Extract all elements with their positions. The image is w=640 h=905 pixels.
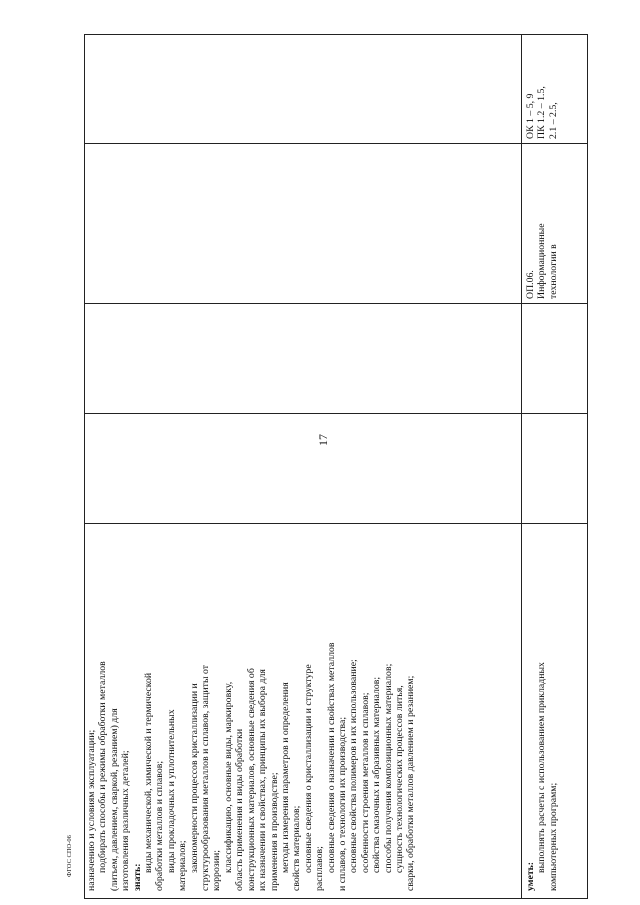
table-border-top	[84, 34, 85, 899]
discipline-code: ОП.06.	[525, 270, 536, 299]
content-cell-skills	[525, 527, 559, 891]
content-line: способы получения композиционных материалов;	[382, 663, 394, 873]
content-line: материалов;	[177, 840, 189, 891]
table-border-right	[84, 34, 588, 35]
column-divider-1	[84, 523, 588, 524]
content-line: (литьем, давлением, сваркой, резанием) для	[108, 708, 120, 891]
content-line: основные свойства полимеров и их использование;	[348, 659, 360, 873]
content-line: компьютерных программ;	[547, 782, 559, 891]
content-line: сварки, обработки металлов давлением и резанием;	[405, 675, 417, 891]
discipline-name-line: Информационные	[536, 223, 548, 299]
discipline-code-cell	[525, 149, 559, 299]
content-line: сущность технологических процессов литья,	[393, 685, 405, 873]
table-border-bottom	[587, 34, 588, 899]
content-line: свойств материалов;	[291, 805, 303, 891]
content-line: классификацию, основные виды, маркировку,	[222, 681, 234, 873]
content-line: и сплавов, о технологии их производства;	[336, 716, 348, 891]
content-line: виды механической, химической и термической	[143, 672, 155, 873]
content-line: назначению и условиям эксплуатации;	[86, 729, 97, 891]
row-divider	[521, 34, 522, 899]
competency-line: ОК 1 – 5, 9	[525, 93, 536, 139]
content-line: структурообразования металлов и сплавов, защиты от	[200, 664, 212, 891]
content-line: обработки металлов и сплавов;	[154, 760, 166, 891]
content-line: особенности строения металлов и сплавов;	[359, 692, 371, 873]
competencies-cell	[525, 39, 559, 139]
section-heading-know: знать:	[131, 863, 143, 891]
rotated-table	[84, 34, 588, 899]
content-line: подбирать способы и режимы обработки металлов	[97, 661, 109, 873]
footer-code: ФГОС СПО-06	[66, 835, 73, 877]
page-number: 17	[316, 434, 330, 446]
content-line: виды прокладочных и уплотнительных	[165, 709, 177, 873]
content-line: конструкционных материалов, основные сведения об	[245, 668, 257, 891]
table-border-left	[84, 898, 588, 899]
column-divider-3	[84, 303, 588, 304]
content-line: расплавов;	[314, 846, 326, 891]
content-line: коррозии;	[211, 850, 223, 891]
content-line: основные сведения о кристаллизации и структуре	[302, 664, 314, 873]
content-line: их назначении и свойствах, принципы их выбора для	[257, 669, 269, 891]
content-line: применения в производстве;	[268, 772, 280, 891]
section-heading-can: уметь:	[525, 861, 536, 891]
competency-line: ПК 1.2 – 1.5,	[536, 86, 548, 139]
column-divider-4	[84, 143, 588, 144]
content-line: выполнять расчеты с использованием прикладных	[536, 662, 548, 873]
column-divider-2	[84, 413, 588, 414]
competency-line: 2.1 – 2.5,	[547, 102, 559, 139]
content-line: основные сведения о назначении и свойствах металлов	[325, 642, 337, 873]
content-line: закономерности процессов кристаллизации и	[188, 683, 200, 873]
discipline-name-line: технологии в	[547, 244, 559, 299]
curriculum-table	[84, 34, 588, 899]
content-line: изготовления различных деталей;	[120, 750, 132, 891]
content-line: методы измерения параметров и определения	[279, 682, 291, 873]
content-line: область применения и виды обработки	[234, 728, 246, 891]
content-line: свойства смазочных и абразивных материалов;	[371, 676, 383, 873]
content-cell	[86, 527, 417, 891]
